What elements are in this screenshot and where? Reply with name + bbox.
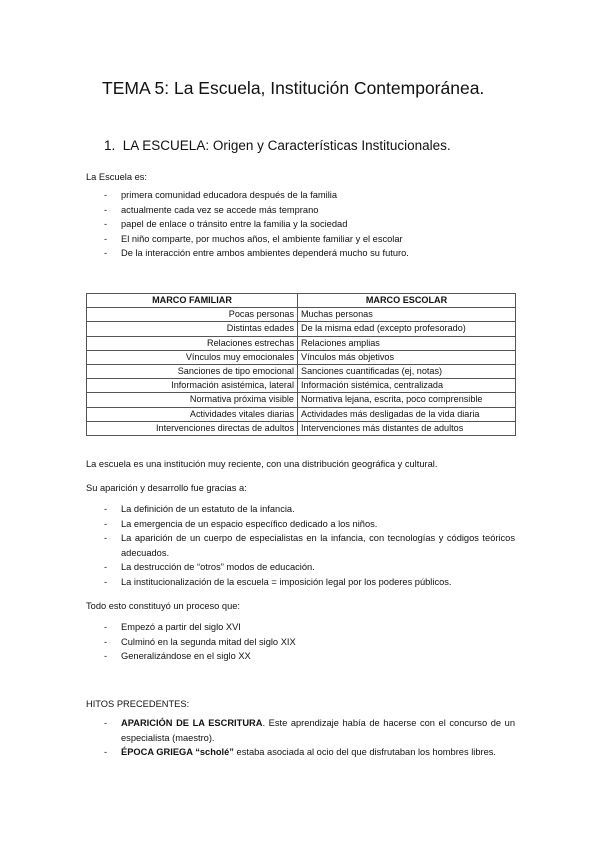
list-item: - Generalizándose en el siglo XX — [104, 651, 251, 662]
list-item: - actualmente cada vez se accede más temprano — [104, 204, 319, 215]
section-number: 1. — [104, 138, 116, 153]
cell-familiar: Normativa próxima visible — [87, 393, 298, 407]
table-header-row — [87, 294, 516, 308]
cell-familiar: Actividades vitales diarias — [87, 407, 298, 421]
table-row — [87, 322, 516, 336]
list-item: - De la interacción entre ambos ambientes dependerá mucho su futuro. — [104, 248, 409, 259]
intro-text: La Escuela es: — [86, 172, 147, 182]
list-item: - primera comunidad educadora después de la familia — [104, 190, 338, 200]
table-row — [87, 407, 516, 421]
hito-text: . Este aprendizaje había de hacerse con el concurso de un especialista (maestro). — [121, 718, 515, 743]
cell-familiar: Sanciones de tipo emocional — [87, 365, 298, 379]
list-item: - Empezó a partir del siglo XVI — [104, 622, 241, 632]
cell-escolar: Muchas personas — [298, 308, 516, 322]
cell-familiar: Intervenciones directas de adultos — [87, 421, 298, 435]
list-item: - La aparición de un cuerpo de especialistas en la infancia, con tecnologías y códigos teóricos adecuados. — [104, 533, 515, 558]
paragraph-aparicion: Su aparición y desarrollo fue gracias a: — [86, 483, 247, 493]
list-escuela — [104, 188, 409, 261]
page-title: TEMA 5: La Escuela, Institución Contemporánea. — [102, 78, 485, 98]
hito-bold: ÉPOCA GRIEGA “scholé” — [121, 747, 234, 758]
section-heading — [104, 138, 451, 153]
list-item: - APARICIÓN DE LA ESCRITURA. Este aprendizaje había de hacerse con el concurso de un especialista (maestro). — [104, 718, 515, 743]
table-row — [87, 308, 516, 322]
list-desarrollo — [104, 502, 515, 590]
paragraph-institucion: La escuela es una institución muy reciente, con una distribución geográfica y cultural. — [86, 459, 438, 469]
comparison-table — [86, 293, 516, 436]
list-item: - La definición de un estatuto de la infancia. — [104, 504, 295, 514]
cell-familiar: Distintas edades — [87, 322, 298, 336]
list-hitos — [104, 716, 515, 760]
cell-familiar: Vínculos muy emocionales — [87, 350, 298, 364]
list-item: - La destrucción de “otros” modos de educación. — [104, 562, 315, 573]
cell-familiar: Relaciones estrechas — [87, 336, 298, 350]
cell-familiar: Información asistémica, lateral — [87, 379, 298, 393]
table-row — [87, 350, 516, 364]
cell-escolar: Relaciones amplias — [298, 336, 516, 350]
cell-escolar: Información sistémica, centralizada — [298, 379, 516, 393]
hito-text: estaba asociada al ocio del que disfrutaban los hombres libres. — [233, 747, 496, 758]
list-item: - La emergencia de un espacio específico dedicado a los niños. — [104, 518, 378, 529]
section-title: LA ESCUELA: Origen y Características Institucionales. — [122, 138, 451, 153]
cell-escolar: De la misma edad (excepto profesorado) — [298, 322, 516, 336]
table-row — [87, 393, 516, 407]
list-item: - ÉPOCA GRIEGA “scholé” estaba asociada al ocio del que disfrutaban los hombres libres. — [104, 747, 496, 758]
cell-escolar: Vínculos más objetivos — [298, 350, 516, 364]
table-row — [87, 379, 516, 393]
paragraph-proceso: Todo esto constituyó un proceso que: — [86, 601, 241, 611]
cell-escolar: Actividades más desligadas de la vida diaria — [298, 407, 516, 421]
cell-escolar: Normativa lejana, escrita, poco comprensible — [298, 393, 516, 407]
header-marco-escolar: MARCO ESCOLAR — [298, 294, 516, 308]
list-item: - El niño comparte, por muchos años, el ambiente familiar y el escolar — [104, 233, 403, 244]
table-row — [87, 365, 516, 379]
hitos-heading: HITOS PRECEDENTES: — [86, 699, 190, 709]
list-item: - La institucionalización de la escuela = imposición legal por los poderes públicos. — [104, 576, 452, 587]
table-row — [87, 336, 516, 350]
list-item: - papel de enlace o tránsito entre la familia y la sociedad — [104, 219, 348, 230]
cell-escolar: Intervenciones más distantes de adultos — [298, 421, 516, 435]
hito-bold: APARICIÓN DE LA ESCRITURA — [121, 718, 263, 728]
list-item: - Culminó en la segunda mitad del siglo XIX — [104, 636, 296, 647]
header-marco-familiar: MARCO FAMILIAR — [87, 294, 298, 308]
list-proceso — [104, 620, 296, 664]
cell-escolar: Sanciones cuantificadas (ej, notas) — [298, 365, 516, 379]
table-row — [87, 421, 516, 435]
cell-familiar: Pocas personas — [87, 308, 298, 322]
